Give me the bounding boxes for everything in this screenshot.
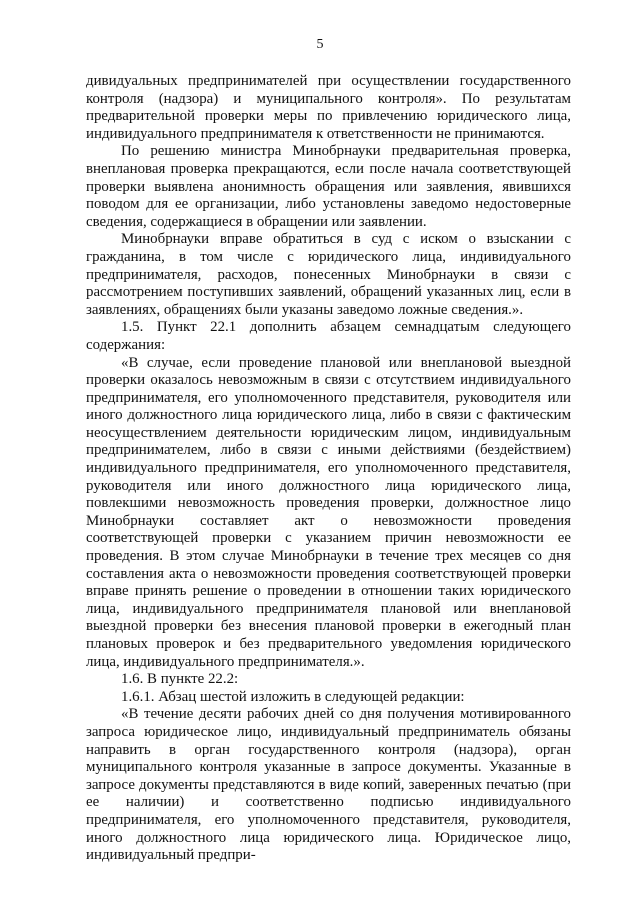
paragraph-quoted-insertion: «В случае, если проведение плановой или внеплановой выездной проверки оказалось невозможным в связи с отсутствием индивидуального предпринимателя, его уполномоченного представителя, руководителя или иного должностного лица юридического лица, либо в связи с фактическим неосуществлением деятельности юридическим лицом, индивидуальным предпринимателем, либо в связи с иными действиями (бездействием) индивидуального предпринимателя, его уполномоченного представителя, руководителя или иного должностного лица юридического лица, повлекшими невозможность проведения проверки, должностное лицо Минобрнауки составляет акт о невозможности проведения соответствующей проверки с указанием причин невозможности ее проведения. В этом случае Минобрнауки в течение трех месяцев со дня составления акта о невозможности проведения соответствующей проверки вправе принять решение о проведении в отношении таких юридического лица, индивидуального предпринимателя плановой или внеплановой выездной проверки без внесения плановой проверки в ежегодный план плановых проверок и без предварительного уведомления юридического лица, индивидуального предпринимателя.». bbox=[86, 354, 571, 670]
paragraph-clause-1-6: 1.6. В пункте 22.2: bbox=[121, 671, 239, 688]
page-number: 5 bbox=[316, 37, 324, 52]
paragraph: Минобрнауки вправе обратиться в суд с иском о взыскании с гражданина, в том числе с юридического лица, индивидуального предпринимателя, расходов, понесенных Минобрнауки в связи с рассмотрением поступивших заявлений, обращений указанных лиц, если в заявлениях, обращениях были указаны заведомо ложные сведения.». bbox=[86, 231, 571, 318]
paragraph-clause-1-5: 1.5. Пункт 22.1 дополнить абзацем семнадцатым следующего содержания: bbox=[86, 319, 571, 353]
paragraph-quoted-redaction: «В течение десяти рабочих дней со дня получения мотивированного запроса юридическое лицо, индивидуальный предприниматель обязаны направить в орган государственного контроля (надзора), орган муниципального контроля указанные в запросе документы. Указанные в запросе документы представляются в виде копий, заверенных печатью (при ее наличии) и соответственно подписью индивидуального предпринимателя, его уполномоченного представителя, руководителя, иного должностного лица юридического лица. Юридическое лицо, индивидуальный предпри- bbox=[86, 706, 571, 864]
document-body bbox=[86, 73, 571, 865]
paragraph-continuation: дивидуальных предпринимателей при осуществлении государственного контроля (надзора) и муниципального контроля». По результатам предварительной проверки меры по привлечению юридического лица, индивидуального предпринимателя к ответственности не принимаются. bbox=[86, 73, 571, 142]
paragraph: По решению министра Минобрнауки предварительная проверка, внеплановая проверка прекращаются, если после начала соответствующей проверки выявлена анонимность обращения или заявления, явившихся поводом для ее организации, либо установлены заведомо недостоверные сведения, содержащиеся в обращении или заявлении. bbox=[86, 143, 571, 230]
paragraph-clause-1-6-1: 1.6.1. Абзац шестой изложить в следующей редакции: bbox=[121, 688, 465, 705]
